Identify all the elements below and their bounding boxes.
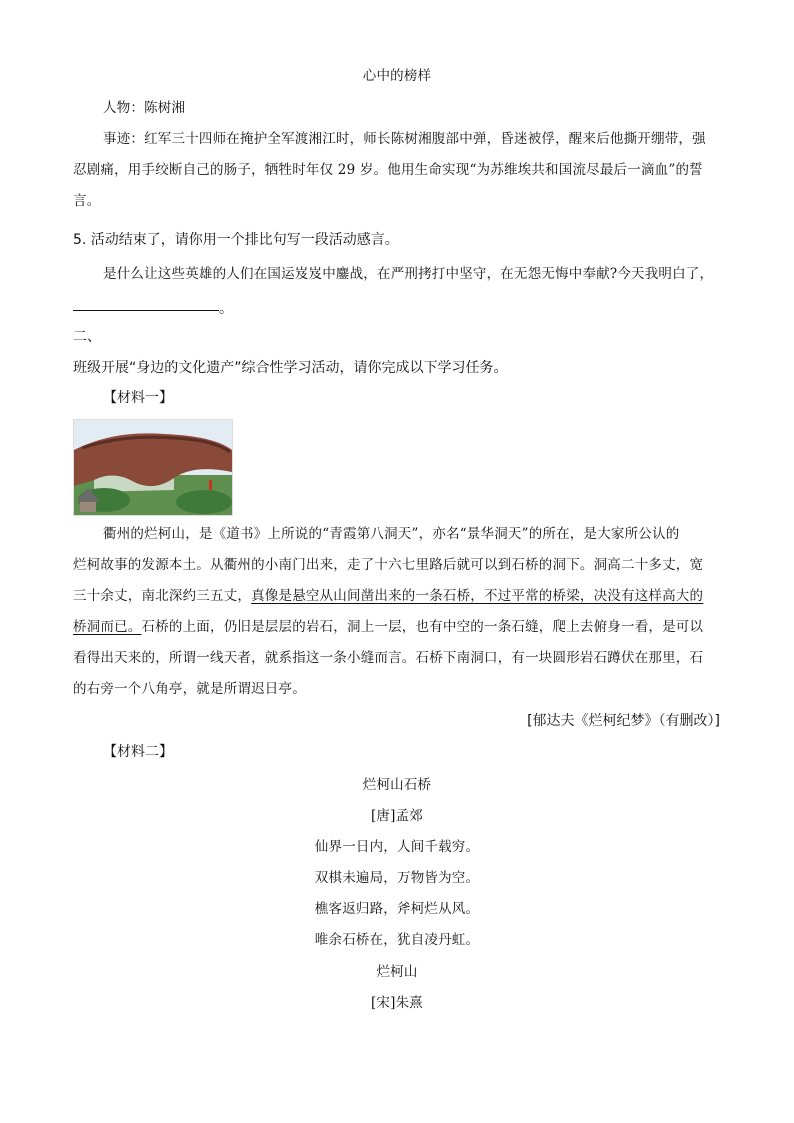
poem-2-author: [宋]朱熹 — [370, 995, 424, 1011]
deeds-line-1: 事迹：红军三十四师在掩护全军渡湘江时，师长陈树湘腹部中弹，昏迷被俘，醒来后他撕开绷带，强 — [103, 131, 706, 147]
material-1-line-3-start: 三十余丈，南北深约三五丈， — [73, 588, 252, 604]
part-2-intro: 班级开展“身边的文化遗产”综合性学习活动，请你完成以下学习任务。 — [73, 360, 508, 376]
underlined-sentence-part-2: 桥洞而已。 — [73, 619, 142, 635]
deeds-line-2: 忍剧痛，用手绞断自己的肠子，牺牲时年仅 29 岁。他用生命实现“为苏维埃共和国流尽最后一滴血”的誓 — [73, 162, 703, 178]
deeds-line-3: 言。 — [73, 193, 101, 209]
answer-end-mark: 。 — [219, 301, 233, 317]
poem-1-line-3: 樵客返归路，斧柯烂从风。 — [314, 901, 480, 917]
poem-1-author: [唐]孟郊 — [370, 808, 424, 824]
part-2-heading: 二、 — [73, 329, 101, 345]
material-1-line-4-rest: 石桥的上面，仍旧是层层的岩石，洞上一层，也有中空的一条石缝，爬上去俯身一看，是可以 — [141, 619, 704, 635]
material-1-line-6: 的右旁一个八角亭，就是所谓迟日亭。 — [73, 681, 306, 697]
material-1-line-4 — [73, 621, 703, 635]
material-1-line-2: 烂柯故事的发源本土。从衢州的小南门出来，走了十六七里路后就可以到石桥的洞下。洞高二十多丈，宽 — [73, 557, 704, 573]
underlined-sentence-part-1: 真像是悬空从山间凿出来的一条石桥，不过平常的桥梁，决没有这样高大的 — [251, 588, 704, 604]
question-5-prompt: 是什么让这些英雄的人们在国运岌岌中鏖战，在严刑拷打中坚守，在无怨无悔中奉献?今天我明白了， — [103, 266, 714, 282]
poem-1-line-1: 仙界一日内，人间千载穷。 — [314, 839, 480, 855]
lanke-mountain-photo — [73, 419, 233, 516]
stone-bridge-image — [74, 420, 232, 515]
poem-1-line-2: 双棋未遍局，万物皆为空。 — [314, 870, 480, 886]
material-2-label: 【材料二】 — [103, 744, 173, 760]
material-1-label: 【材料一】 — [103, 390, 173, 406]
person-label: 人物：陈树湘 — [103, 100, 186, 116]
material-1-line-5: 看得出天来的，所谓一线天者，就系指这一条小缝而言。石桥下南洞口，有一块圆形岩石蹲伏在那里，石 — [73, 650, 704, 666]
poem-2-title: 烂柯山 — [376, 964, 418, 980]
material-1-line-1: 衢州的烂柯山，是《道书》上所说的“青霞第八洞天”，亦名“景华洞天”的所在，是大家所公认的 — [103, 526, 680, 542]
answer-blank[interactable] — [73, 310, 219, 311]
material-1-source: [郁达夫《烂柯纪梦》（有删改）] — [527, 713, 720, 729]
poem-1-title: 烂柯山石桥 — [362, 777, 432, 793]
poem-1-line-4: 唯余石桥在，犹自凌丹虹。 — [314, 932, 480, 948]
material-1-line-3 — [73, 590, 703, 604]
section-heading: 心中的榜样 — [362, 68, 432, 84]
question-5: 5. 活动结束了，请你用一个排比句写一段活动感言。 — [73, 232, 399, 248]
